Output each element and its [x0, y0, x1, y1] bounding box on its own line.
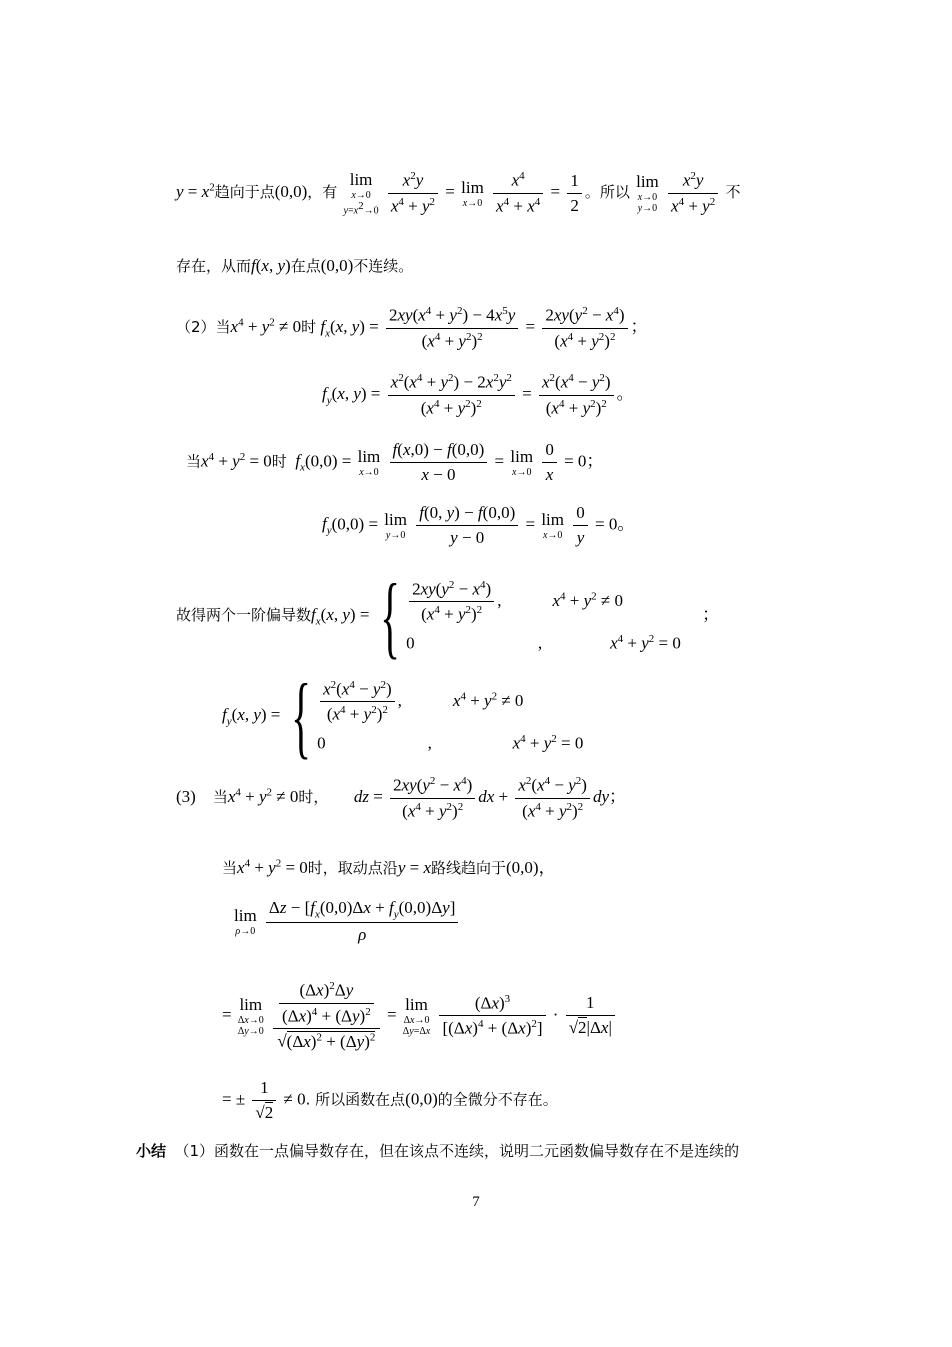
fraction: $\frac{2xy(y^2 - x^4)}{(x^4 + y^2)^2}$ — [542, 305, 627, 351]
text-at-point: 在点 — [290, 257, 321, 275]
line-not-continuous: 存在，从而f(x, y)在点(0,0)不连续。 — [176, 256, 414, 275]
line-piecewise-fx: 故得两个一阶偏导数$f_x(x$, y) = { $\frac{2xy(y^2 - x^4)}{(x^4 + y^2)^2}$ , $x^4 + y^2 \ne 0$ 0 , $x^4 + y^2 = 0$ ； — [176, 565, 720, 667]
text-so-function: . 所以函数在点 — [305, 1090, 406, 1109]
fraction: $\frac{x^2y}{x^4 + y^2}$ — [388, 170, 438, 216]
line-path-approach: 当$x^4 + y^2 = 0$时，取动点沿y = x路线趋向于(0,0)， — [222, 857, 556, 877]
fraction: $\frac{0}{x}$ — [542, 440, 557, 485]
limit-operator: lim x→0 — [510, 447, 534, 478]
fraction: $\frac{x^2(x^4 - y^2)}{(x^4 + y^2)^2}$ — [515, 775, 590, 821]
line-fy-origin: $f_y(0,0)$ = lim y→0 $\frac{f(0, y) - f(0,0)}{y - 0}$ = lim x→0 $\frac{0}{y}$ = 0。 — [322, 503, 635, 547]
point-text: (0,0) — [274, 182, 308, 202]
text-have: ，有 — [307, 183, 338, 202]
text-not: 不 — [725, 183, 741, 202]
text-discontinuous: 不连续。 — [353, 257, 414, 275]
line-limit-evaluation: = lim Δx→0 Δy→0 $\frac{\frac{(\Delta x)^2\Delta y}{(\Delta x)^4 + (\Delta y)^2}}{√(\Delta x)^2 + (\Delta y)^2}$ = lim Δx→0 Δy=Δx $\frac{(\Delta x)^3}{[(\Delta x)^4 + (\Delta x)^2]}$ · $\frac{1}{√2|\Delta x|}$ — [222, 980, 618, 1052]
fraction: $\frac{2xy(y^2 - x^4)}{(x^4 + y^2)^2}$ — [390, 775, 475, 821]
line-rho-limit — [232, 898, 461, 945]
fraction: $\frac{x^2y}{x^4 + y^2}$ — [668, 170, 718, 216]
text-trend: 趋向于点 — [214, 183, 275, 202]
text-when: 时， — [298, 788, 329, 807]
fraction: $\frac{x^2(x^4 - y^2)}{(x^4 + y^2)^2}$ — [539, 372, 614, 418]
summary-line — [136, 1140, 739, 1161]
text-no-total-differential: 的全微分不存在。 — [437, 1090, 558, 1109]
limit-operator: lim y→0 — [384, 510, 407, 541]
text-when-label: 当 — [212, 788, 228, 807]
fraction: $\frac{f(0, y) - f(0,0)}{y - 0}$ — [416, 503, 518, 548]
fraction: $\frac{x^2(x^4 + y^2) - 2x^2y^2}{(x^4 + y^2)^2}$ — [388, 372, 515, 418]
fraction: $\frac{(\Delta x)^3}{[(\Delta x)^4 + (\Delta x)^2]}$ — [439, 993, 545, 1039]
line-fy-nonzero: $f_y(x$, y) = $\frac{x^2(x^4 + y^2) - 2x^2y^2}{(x^4 + y^2)^2}$ = $\frac{x^2(x^4 - y^2)}{(x^4 + y^2)^2}$ 。 — [322, 372, 634, 418]
limit-operator: lim x→0 — [461, 177, 484, 209]
summary-text: （1）函数在一点偏导数存在，但在该点不连续，说明二元函数偏导数存在不是连续的 — [174, 1142, 740, 1160]
fraction: $\frac{x^4}{x^4 + x^4}$ — [493, 170, 543, 216]
limit-operator: lim x→0 — [541, 510, 564, 541]
label-3: (3) — [176, 787, 196, 807]
limit-operator: lim Δx→0 Δy=Δx — [402, 994, 431, 1037]
line-fx-nonzero: （2）当$x^4 + y^2 \ne 0$时 $f_x(x$, y) = $\frac{2xy(x^4 + y^2) - 4x^5y}{(x^4 + y^2)^2}$ = $\frac{2xy(y^2 - x^4)}{(x^4 + y^2)^2}$ ； — [176, 305, 648, 351]
point-text: (0,0) — [405, 1089, 438, 1109]
fraction: $\frac{1}{√2|\Delta x|}$ — [566, 993, 615, 1038]
limit-operator: lim Δx→0 Δy→0 — [237, 994, 264, 1037]
point-text: (0,0) — [506, 858, 539, 877]
piecewise-cases: $\frac{2xy(y^2 - x^4)}{(x^4 + y^2)^2}$ , $x^4 + y^2 \ne 0$ 0 , $x^4 + y^2 = 0$ — [406, 578, 681, 653]
text-route: 路线趋向于 — [431, 859, 507, 877]
fraction-half: $\frac{1}{2}$ — [567, 171, 582, 216]
text-exists: 存在，从而 — [176, 257, 252, 275]
text-when: 时 — [301, 318, 317, 337]
fraction: $\frac{f(x,0) - f(0,0)}{x - 0}$ — [390, 440, 488, 485]
piecewise-cases: $\frac{x^2(x^4 - y^2)}{(x^4 + y^2)^2}$ , $x^4 + y^2 \ne 0$ 0 , $x^4 + y^2 = 0$ — [317, 678, 584, 753]
line-fx-origin: 当$x^4 + y^2 = 0$时 $f_x(0,0)$ = lim x→0 $\frac{f(x,0) - f(0,0)}{x - 0}$ = lim x→0 $\frac{0}{x}$ = 0； — [186, 440, 604, 484]
line-total-differential: (3) 当$x^4 + y^2 \ne 0$时， dz = $\frac{2xy(y^2 - x^4)}{(x^4 + y^2)^2}$ dx + $\frac{x^2(x^4 - y^2)}{(x^4 + y^2)^2}$ dy； — [176, 775, 626, 821]
text-so: 。所以 — [584, 183, 630, 202]
text-moving-point: 时，取动点沿 — [307, 859, 398, 877]
text-when-label: 当 — [222, 859, 238, 877]
fraction: $\frac{\Delta z - [f_x(0,0)\Delta x + f_y(0,0)\Delta y]}{\rho}$ — [266, 898, 458, 945]
fraction-compound: $\frac{\frac{(\Delta x)^2\Delta y}{(\Delta x)^4 + (\Delta y)^2}}{√(\Delta x)^2 + (\Delta y)^2}$ — [273, 980, 380, 1052]
label-2: （2）当 — [176, 318, 231, 337]
text-when-label: 当 — [186, 452, 202, 471]
limit-operator: lim ρ→0 — [234, 906, 257, 938]
limit-operator: lim x→0 — [357, 447, 381, 478]
fraction: $\frac{0}{y}$ — [573, 503, 588, 548]
limit-operator: lim x→0 $y=x^2\to 0$ — [343, 170, 379, 217]
line-limit-along-parabola: $y = x^2$趋向于点(0,0)，有 lim x→0 $y=x^2\to 0$ $\frac{x^2y}{x^4 + y^2}$ = lim x→0 $\frac{x^4}{x^4 + x^4}$ = $\frac{1}{2}$ 。所以 lim x→0 y→0 $\frac{x^2y}{x^4 + y^2}$ 不 — [176, 170, 741, 217]
point-text: (0,0) — [320, 256, 354, 275]
line-conclusion: = ± $\frac{1}{√2}$ ≠ 0. 所以函数在点(0,0)的全微分不存在。 — [222, 1078, 558, 1122]
limit-operator: lim x→0 y→0 — [636, 172, 659, 215]
page-number: 7 — [472, 1194, 480, 1210]
text-two-partials: 故得两个一阶偏导数 — [176, 605, 312, 624]
summary-title: 小结 — [136, 1142, 167, 1160]
text-when: 时 — [271, 452, 287, 471]
line-piecewise-fy: $f_y(x$, y) = { $\frac{x^2(x^4 - y^2)}{(x^4 + y^2)^2}$ , $x^4 + y^2 \ne 0$ 0 , $x^4 + y^2 = 0$ — [222, 665, 584, 767]
left-brace: { — [379, 565, 400, 667]
left-brace: { — [290, 665, 311, 767]
fraction: $\frac{1}{√2}$ — [252, 1078, 276, 1123]
fraction: $\frac{2xy(x^4 + y^2) - 4x^5y}{(x^4 + y^2)^2}$ — [386, 305, 518, 351]
